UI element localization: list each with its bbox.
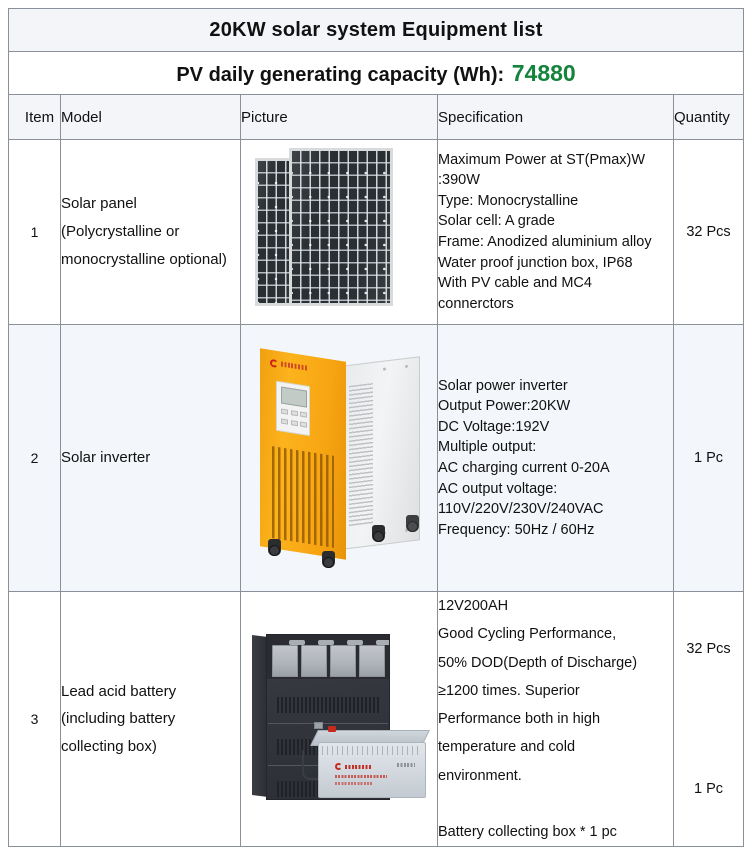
spec-line: Frequency: 50Hz / 60Hz [438,521,595,538]
inverter-button-row [281,409,307,419]
inverter-ventilation-grille [272,446,334,548]
spec-line: connerctors [438,295,514,312]
spec-line: AC charging current 0-20A [438,460,610,476]
spec-line: 50% DOD(Depth of Discharge) [438,654,638,671]
spec-line: Type: Monocrystalline [438,192,579,209]
spec-line [438,790,673,818]
row-picture [241,592,438,847]
spec-line: Battery collecting box * 1 pc [438,824,617,841]
spec-line: Performance both in high [438,711,601,728]
solar-panel-image [249,146,429,318]
row-item-number: 2 [9,325,61,592]
solar-panel-primary [289,148,393,306]
inverter-brand-logo [270,359,310,373]
row-model [61,325,241,592]
battery-cell [301,645,327,677]
row-specification [438,325,674,592]
column-header-specification: Specification [438,95,674,140]
battery-cabinet-top-well [267,635,389,679]
spec-line: Output Power:20KW [438,398,571,415]
column-header-row [9,95,744,140]
battery-terminal-negative [314,722,323,729]
row-quantity-primary: 32 Pcs [686,641,731,658]
row-quantity: 1 Pc [674,325,744,592]
row-model-line: (Polycrystalline or [61,223,180,241]
row-model-line: (including battery [61,710,176,728]
spec-line: AC output voltage: [438,480,558,497]
inverter-caster [406,515,419,532]
inverter-lcd-screen [281,387,307,408]
inverter-button-row [281,419,307,429]
row-specification [438,592,674,847]
row-model-line: Lead acid battery [61,682,177,700]
table-row [9,325,744,592]
table-row [9,140,744,325]
column-header-model: Model [61,95,241,140]
row-item-number: 1 [9,140,61,325]
inverter-caster [322,551,335,568]
spec-line: Multiple output: [438,439,537,456]
spec-line: Solar cell: A grade [438,213,555,230]
pv-capacity-row [9,52,744,95]
pv-capacity-label: PV daily generating capacity (Wh): [176,63,505,86]
cabinet-vent [277,697,381,713]
row-model-line: monocrystalline optional) [61,250,227,268]
spec-line: 12V200AH [438,598,509,614]
row-model-line: Solar inverter [61,449,151,467]
row-specification [438,140,674,325]
battery-brand-logo [335,763,342,770]
column-header-item: Item [9,95,61,140]
inverter-caster [372,525,385,542]
column-header-quantity: Quantity [674,95,744,140]
battery-cell [272,645,298,677]
column-header-picture: Picture [241,95,438,140]
row-item-number: 3 [9,592,61,847]
row-model-line: Solar panel [61,195,137,213]
battery-cell [330,645,356,677]
battery-cells-group [272,645,385,677]
row-model [61,592,241,847]
row-quantity-secondary: 1 Pc [694,781,724,798]
pv-capacity-value: 74880 [511,59,576,86]
equipment-list-table [8,8,744,847]
battery-cell [359,645,385,677]
row-picture [241,325,438,592]
spec-line: With PV cable and MC4 [438,275,592,292]
spec-line: Good Cycling Performance, [438,626,617,643]
spec-line: Frame: Anodized aluminium alloy [438,234,652,250]
spec-line: Maximum Power at ST(Pmax)W [438,151,646,168]
row-model [61,140,241,325]
pv-capacity-cell [9,52,744,95]
inverter-caster [268,539,281,556]
page-title: 20KW solar system Equipment list [9,9,744,52]
row-quantity: 32 Pcs [674,140,744,325]
battery-terminal-positive [328,726,336,732]
spec-line: Solar power inverter [438,377,568,394]
table-row [9,592,744,847]
inverter-control-panel [276,381,310,436]
spec-line: environment. [438,767,522,784]
inverter-front-panel [260,348,346,560]
spec-line: DC Voltage:192V [438,418,550,435]
lead-acid-battery-image [244,614,434,824]
title-row [9,9,744,52]
row-model-line: collecting box) [61,738,157,756]
spec-line: Water proof junction box, IP68 [438,254,633,271]
row-picture [241,140,438,325]
battery-front-face [318,742,426,798]
spec-line: ≥1200 times. Superior [438,682,580,699]
solar-inverter-image [246,333,432,583]
spec-line: temperature and cold [438,739,576,756]
spec-line: 110V/220V/230V/240VAC [438,501,604,518]
spec-line: :390W [438,172,480,189]
row-quantity [674,592,744,847]
